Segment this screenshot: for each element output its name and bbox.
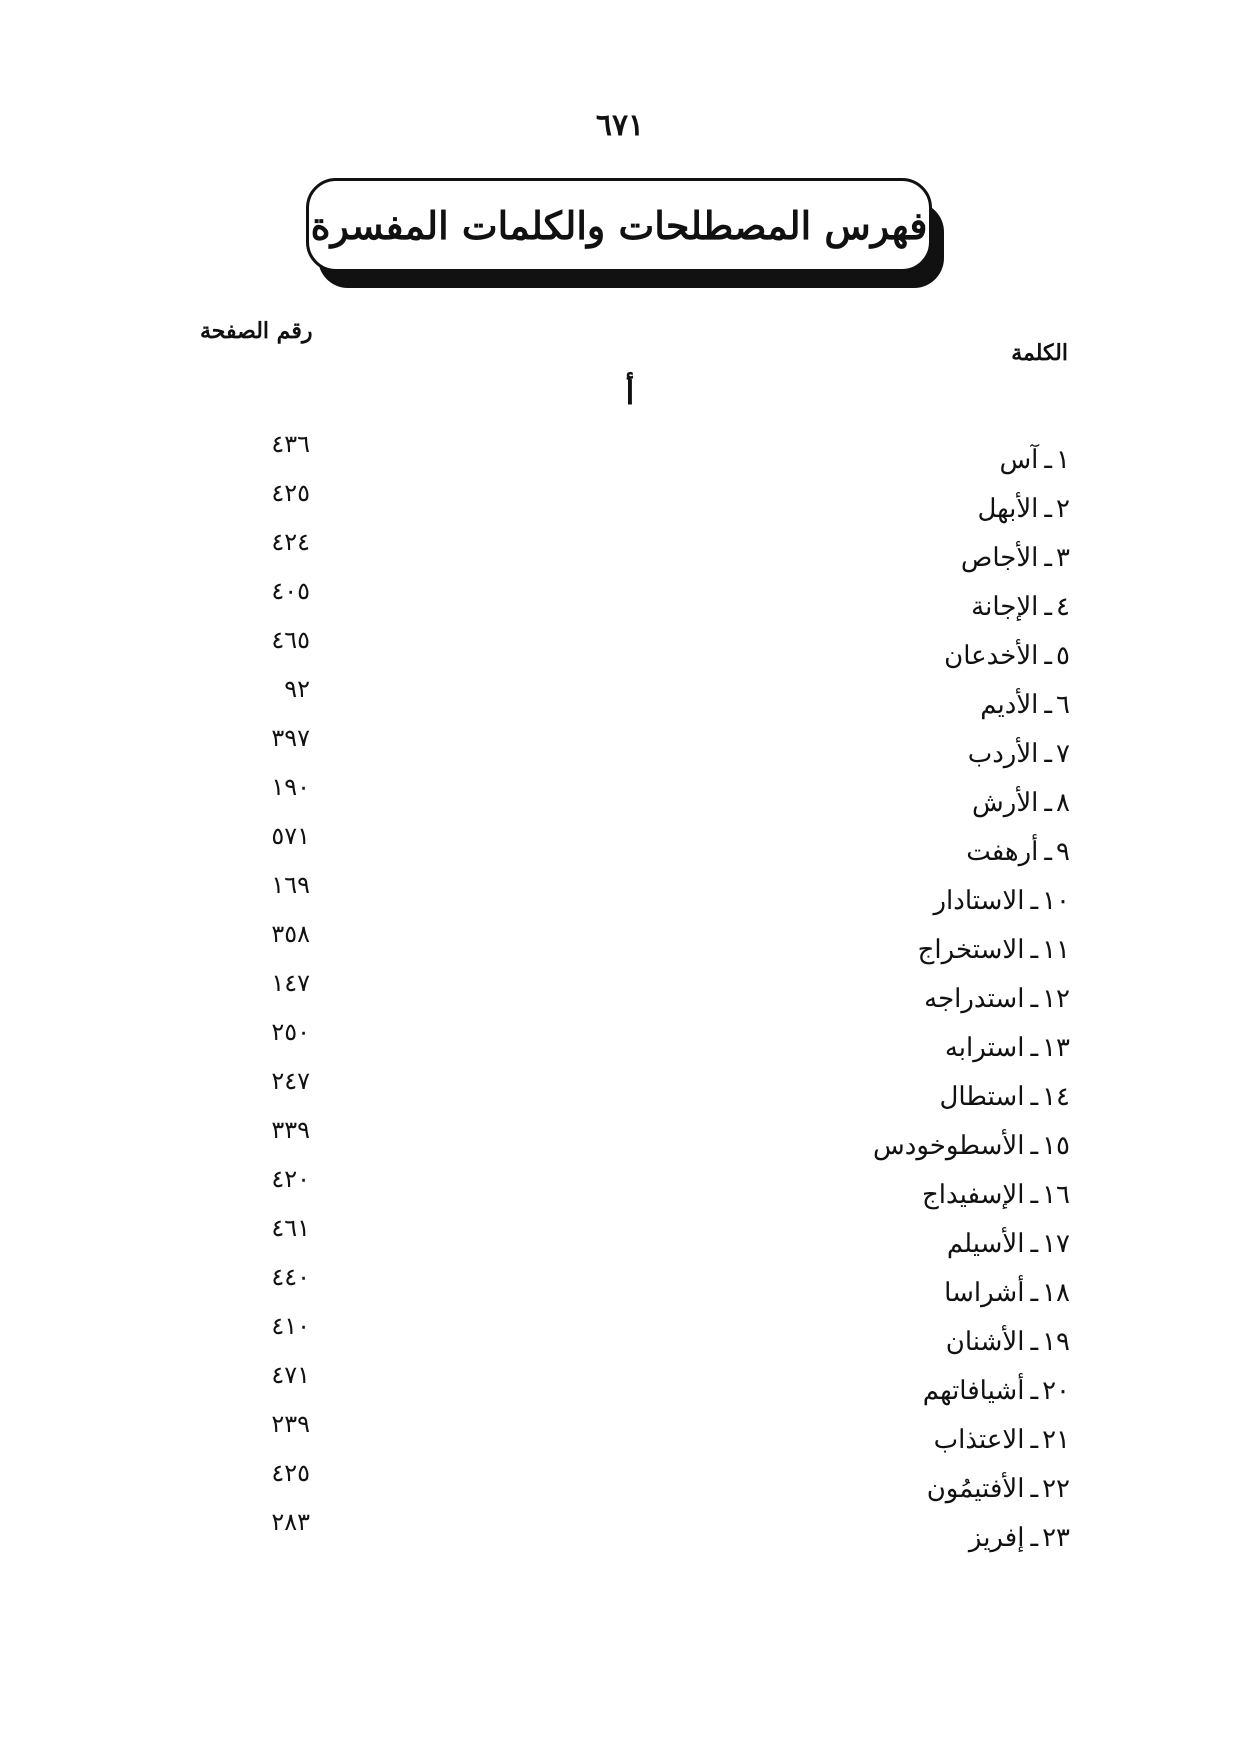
entry-number: ٦ [1056, 690, 1070, 720]
index-entry [610, 1514, 1070, 1563]
entry-number: ١١ [1042, 935, 1070, 965]
entry-separator: ـ [1044, 543, 1053, 573]
entry-word: الأرش [972, 788, 1039, 818]
title-box [306, 178, 932, 272]
entry-page-number: ١٦٩ [271, 871, 310, 899]
entry-page-number: ٤٣٦ [271, 430, 310, 458]
entry-page-number: ٤٢٥ [271, 1459, 310, 1487]
entry-page-number: ٩٢ [284, 675, 310, 703]
entry-word: الأبهل [977, 494, 1039, 524]
entry-word: الأجاص [960, 543, 1039, 573]
entry-number: ١٦ [1042, 1180, 1070, 1210]
entry-separator: ـ [1030, 935, 1039, 965]
index-entry [610, 1171, 1070, 1220]
page-title: فهرس المصطلحات والكلمات المفسرة [310, 202, 928, 248]
word-list [610, 436, 1070, 1563]
entry-page-number: ٢٤٧ [271, 1067, 310, 1095]
index-entry [610, 1269, 1070, 1318]
index-entry [610, 632, 1070, 681]
index-entry [610, 779, 1070, 828]
entry-page-number: ٤٢٥ [271, 479, 310, 507]
entry-number: ١٢ [1042, 984, 1070, 1014]
index-entry [610, 681, 1070, 730]
entry-number: ٢ [1056, 494, 1070, 524]
entry-number: ١٣ [1042, 1033, 1070, 1063]
index-entry [610, 1122, 1070, 1171]
index-entry [610, 583, 1070, 632]
entry-page-number: ٣٣٩ [271, 1116, 310, 1144]
page-number-list [200, 420, 310, 1547]
entry-separator: ـ [1044, 592, 1053, 622]
entry-separator: ـ [1030, 1229, 1039, 1259]
entry-word: أشراسا [944, 1278, 1025, 1308]
entry-word: استرابه [944, 1033, 1025, 1063]
entry-number: ٢٠ [1042, 1376, 1070, 1406]
entry-separator: ـ [1030, 1425, 1039, 1455]
entry-separator: ـ [1030, 1082, 1039, 1112]
entry-number: ٥ [1056, 641, 1070, 671]
entry-number: ١٤ [1042, 1082, 1070, 1112]
page-number: ٦٧١ [595, 108, 645, 143]
entry-number: ١٩ [1042, 1327, 1070, 1357]
entry-word: الأردب [967, 739, 1039, 769]
entry-page-number: ٤٦٥ [271, 626, 310, 654]
entry-word: الأفتيمُون [926, 1474, 1025, 1504]
entry-separator: ـ [1030, 886, 1039, 916]
entry-word: آس [999, 445, 1039, 475]
entry-page-number: ٥٧١ [271, 822, 310, 850]
entry-number: ٢٢ [1042, 1474, 1070, 1504]
entry-page-number: ٢٣٩ [271, 1410, 310, 1438]
index-entry [610, 436, 1070, 485]
entry-page-number: ٣٩٧ [271, 724, 310, 752]
index-entry [610, 1318, 1070, 1367]
entry-page-number: ١٩٠ [271, 773, 310, 801]
entry-page-number: ٤١٠ [271, 1312, 310, 1340]
index-entry [610, 1024, 1070, 1073]
index-entry [610, 1465, 1070, 1514]
entry-separator: ـ [1030, 1376, 1039, 1406]
entry-page-number: ٤٢٠ [271, 1165, 310, 1193]
entry-separator: ـ [1030, 984, 1039, 1014]
entry-word: الاستخراج [917, 935, 1025, 965]
entry-page-number: ٤٠٥ [271, 577, 310, 605]
entry-separator: ـ [1030, 1033, 1039, 1063]
index-entry [610, 1220, 1070, 1269]
entry-number: ١٥ [1042, 1131, 1070, 1161]
entry-word: الأسيلم [946, 1229, 1025, 1259]
index-entry [610, 828, 1070, 877]
entry-page-number: ٤٦١ [271, 1214, 310, 1242]
entry-word: استطال [939, 1082, 1025, 1112]
entry-page-number: ٤٤٠ [271, 1263, 310, 1291]
entry-page-number: ٢٥٠ [271, 1018, 310, 1046]
entry-number: ١٧ [1042, 1229, 1070, 1259]
index-entry [610, 926, 1070, 975]
entry-number: ٩ [1056, 837, 1070, 867]
entry-number: ٧ [1056, 739, 1070, 769]
entry-number: ١ [1056, 445, 1070, 475]
index-entry [610, 534, 1070, 583]
entry-page-number: ٤٢٤ [271, 528, 310, 556]
entry-separator: ـ [1030, 1474, 1039, 1504]
entry-separator: ـ [1044, 788, 1053, 818]
section-letter: أ [625, 374, 635, 412]
entry-separator: ـ [1030, 1327, 1039, 1357]
entry-separator: ـ [1044, 837, 1053, 867]
entry-word: الإسفيداج [921, 1180, 1025, 1210]
entry-separator: ـ [1044, 494, 1053, 524]
entry-word: الاعتذاب [933, 1425, 1025, 1455]
index-entry [610, 877, 1070, 926]
entry-separator: ـ [1030, 1278, 1039, 1308]
entry-number: ٣ [1056, 543, 1070, 573]
entry-separator: ـ [1044, 690, 1053, 720]
index-entry [610, 1367, 1070, 1416]
entry-word: إفريز [968, 1523, 1025, 1553]
entry-page-number: ١٤٧ [271, 969, 310, 997]
index-entry [610, 485, 1070, 534]
entry-separator: ـ [1044, 739, 1053, 769]
entry-word: الأديم [980, 690, 1039, 720]
entry-word: الاستادار [933, 886, 1025, 916]
entry-word: الأسطوخودس [873, 1131, 1025, 1161]
entry-word: الإجانة [971, 592, 1039, 622]
entry-separator: ـ [1030, 1523, 1039, 1553]
entry-word: استدراجه [924, 984, 1025, 1014]
entry-separator: ـ [1030, 1131, 1039, 1161]
entry-number: ١٨ [1042, 1278, 1070, 1308]
entry-word: الأخدعان [944, 641, 1039, 671]
entry-word: أشيافاتهم [922, 1376, 1025, 1406]
index-entry [610, 730, 1070, 779]
entry-number: ١٠ [1042, 886, 1070, 916]
entry-number: ٨ [1056, 788, 1070, 818]
index-entry [610, 975, 1070, 1024]
entry-word: أرهفت [966, 837, 1039, 867]
entry-page-number: ٣٥٨ [271, 920, 310, 948]
index-entry [610, 1073, 1070, 1122]
entry-page-number: ٢٨٣ [271, 1508, 310, 1536]
entry-number: ٤ [1056, 592, 1070, 622]
index-entry [610, 1416, 1070, 1465]
entry-number: ٢٣ [1042, 1523, 1070, 1553]
entry-separator: ـ [1044, 641, 1053, 671]
entry-separator: ـ [1044, 445, 1053, 475]
entry-separator: ـ [1030, 1180, 1039, 1210]
page-column-header: رقم الصفحة [200, 318, 313, 344]
word-column-header: الكلمة [1011, 340, 1068, 366]
entry-number: ٢١ [1042, 1425, 1070, 1455]
entry-word: الأشنان [945, 1327, 1025, 1357]
entry-page-number: ٤٧١ [271, 1361, 310, 1389]
